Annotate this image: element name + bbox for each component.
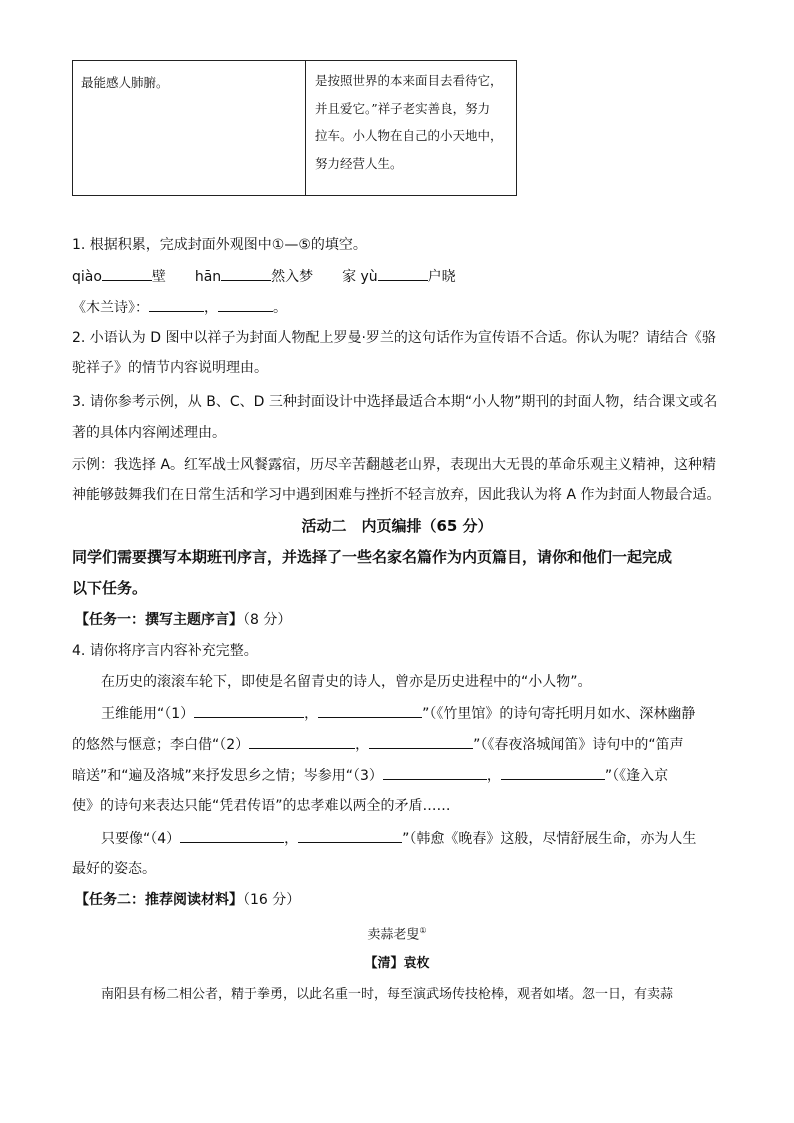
comma: ，: [355, 737, 370, 753]
pinyin-2: hān: [194, 269, 222, 285]
activity-2-heading: 活动二 内页编排（65 分）: [301, 517, 493, 535]
blank: [318, 703, 422, 718]
example-line: 示例：我选择 A。红军战士风餐露宿，历尽辛苦翻越老山界，表现出大无畏的革命乐观主义精神，这种精: [72, 457, 717, 473]
blank: [149, 297, 204, 312]
task-2-heading: [75, 890, 300, 910]
blank: [298, 828, 402, 843]
story-title: [0, 921, 794, 945]
task-2-title: 【任务二：推荐阅读材料】: [75, 892, 243, 908]
pinyin-line: [72, 266, 456, 287]
blank: [194, 703, 304, 718]
question-4: 4. 请你将序言内容补充完整。: [72, 643, 258, 659]
blank: [369, 734, 473, 749]
blank: [221, 266, 271, 281]
comma: ，: [486, 768, 501, 784]
preface-para-2-line: 使》的诗句来表达只能“凭君传语”的忠孝难以两全的矛盾……: [72, 798, 451, 814]
blank: [102, 266, 152, 281]
question-2-line: 2. 小语认为 D 图中以祥子为封面人物配上罗曼·罗兰的这句话作为宣传语不合适。你认为呢？请结合《骆: [72, 330, 716, 346]
text: 只要像“（4）: [101, 831, 181, 847]
preface-para-2-line: [72, 734, 684, 755]
example-line: 神能够鼓舞我们在日常生活和学习中遇到困难与挫折不轻言放弃，因此我认为将 A 作为封面人物最合适。: [72, 487, 721, 503]
text: ”（《春夜洛城闻笛》诗句中的“笛声: [473, 737, 684, 753]
comma: ，: [304, 706, 319, 722]
text: ”（《逢入京: [604, 768, 669, 784]
period: 。: [273, 300, 287, 316]
text: 王维能用“（1）: [101, 706, 195, 722]
comparison-table: [72, 60, 517, 196]
preface-para-2-line: [72, 765, 668, 786]
preface-para-3-line: 最好的姿态。: [72, 861, 156, 877]
story-author: 【清】袁枚: [364, 956, 430, 971]
blank: [249, 734, 355, 749]
question-3-line: 著的具体内容阐述理由。: [72, 425, 226, 441]
pinyin-3-word: 户晓: [427, 269, 456, 285]
text: ”（韩愈《晚春》这般，尽情舒展生命，亦为人生: [402, 831, 697, 847]
blank: [378, 266, 428, 281]
pinyin-3: 家 yù: [342, 269, 378, 285]
poem-fill-line: [72, 297, 287, 318]
intro-line: 同学们需要撰写本期班刊序言，并选择了一些名家名篇作为内页篇目，请你和他们一起完成: [72, 548, 673, 566]
pinyin-1-word: 壁: [151, 269, 166, 285]
question-1: 1. 根据积累，完成封面外观图中①—⑤的填空。: [72, 237, 367, 253]
pinyin-2-word: 然入梦: [271, 269, 314, 285]
task-2-score: （16 分）: [243, 892, 301, 908]
blank: [218, 297, 273, 312]
table-right-line: 并且爱它。”祥子老实善良，努力: [315, 100, 491, 116]
footnote-mark: ①: [419, 926, 427, 935]
table-cell-left: [73, 61, 306, 196]
text: ”（《竹里馆》的诗句寄托明月如水、深林幽静: [422, 706, 696, 722]
text: 的悠然与惬意；李白借“（2）: [72, 737, 250, 753]
pinyin-1: qiào: [72, 269, 102, 285]
table-right-line: 努力经营人生。: [315, 155, 403, 171]
text: 暗送”和“遍及洛城”来抒发思乡之情；岑参用“（3）: [72, 768, 383, 784]
comma: ，: [204, 300, 218, 316]
intro-line: 以下任务。: [72, 579, 148, 597]
preface-para-3-line: [101, 828, 696, 849]
poem-label: 《木兰诗》：: [72, 300, 149, 316]
blank: [180, 828, 284, 843]
story-text-line: 南阳县有杨二相公者，精于拳勇，以此名重一时，每至演武场传技枪棒，观者如堵。忽一日，有卖蒜: [101, 987, 674, 1002]
question-3-line: 3. 请你参考示例，从 B、C、D 三种封面设计中选择最适合本期“小人物”期刊的封面人物，结合课文或名: [72, 394, 718, 410]
preface-line: 在历史的滚滚车轮下，即使是名留青史的诗人，曾亦是历史进程中的“小人物”。: [101, 674, 592, 690]
table-right-line: 拉车。小人物在自己的小天地中，: [315, 128, 503, 143]
blank: [501, 765, 605, 780]
task-1-heading: [75, 610, 291, 630]
table-cell-right: [306, 61, 517, 196]
comma: ，: [284, 831, 299, 847]
task-1-title: 【任务一：撰写主题序言】: [75, 612, 243, 628]
table-right-line: 是按照世界的本来面目去看待它，: [315, 73, 503, 88]
question-2-line: 驼祥子》的情节内容说明理由。: [72, 360, 268, 376]
story-title-text: 卖蒜老叟: [367, 927, 420, 943]
blank: [383, 765, 487, 780]
preface-para-2-line: [101, 703, 695, 724]
table-left-text: 最能感人肺腑。: [81, 75, 169, 90]
task-1-score: （8 分）: [243, 612, 292, 628]
